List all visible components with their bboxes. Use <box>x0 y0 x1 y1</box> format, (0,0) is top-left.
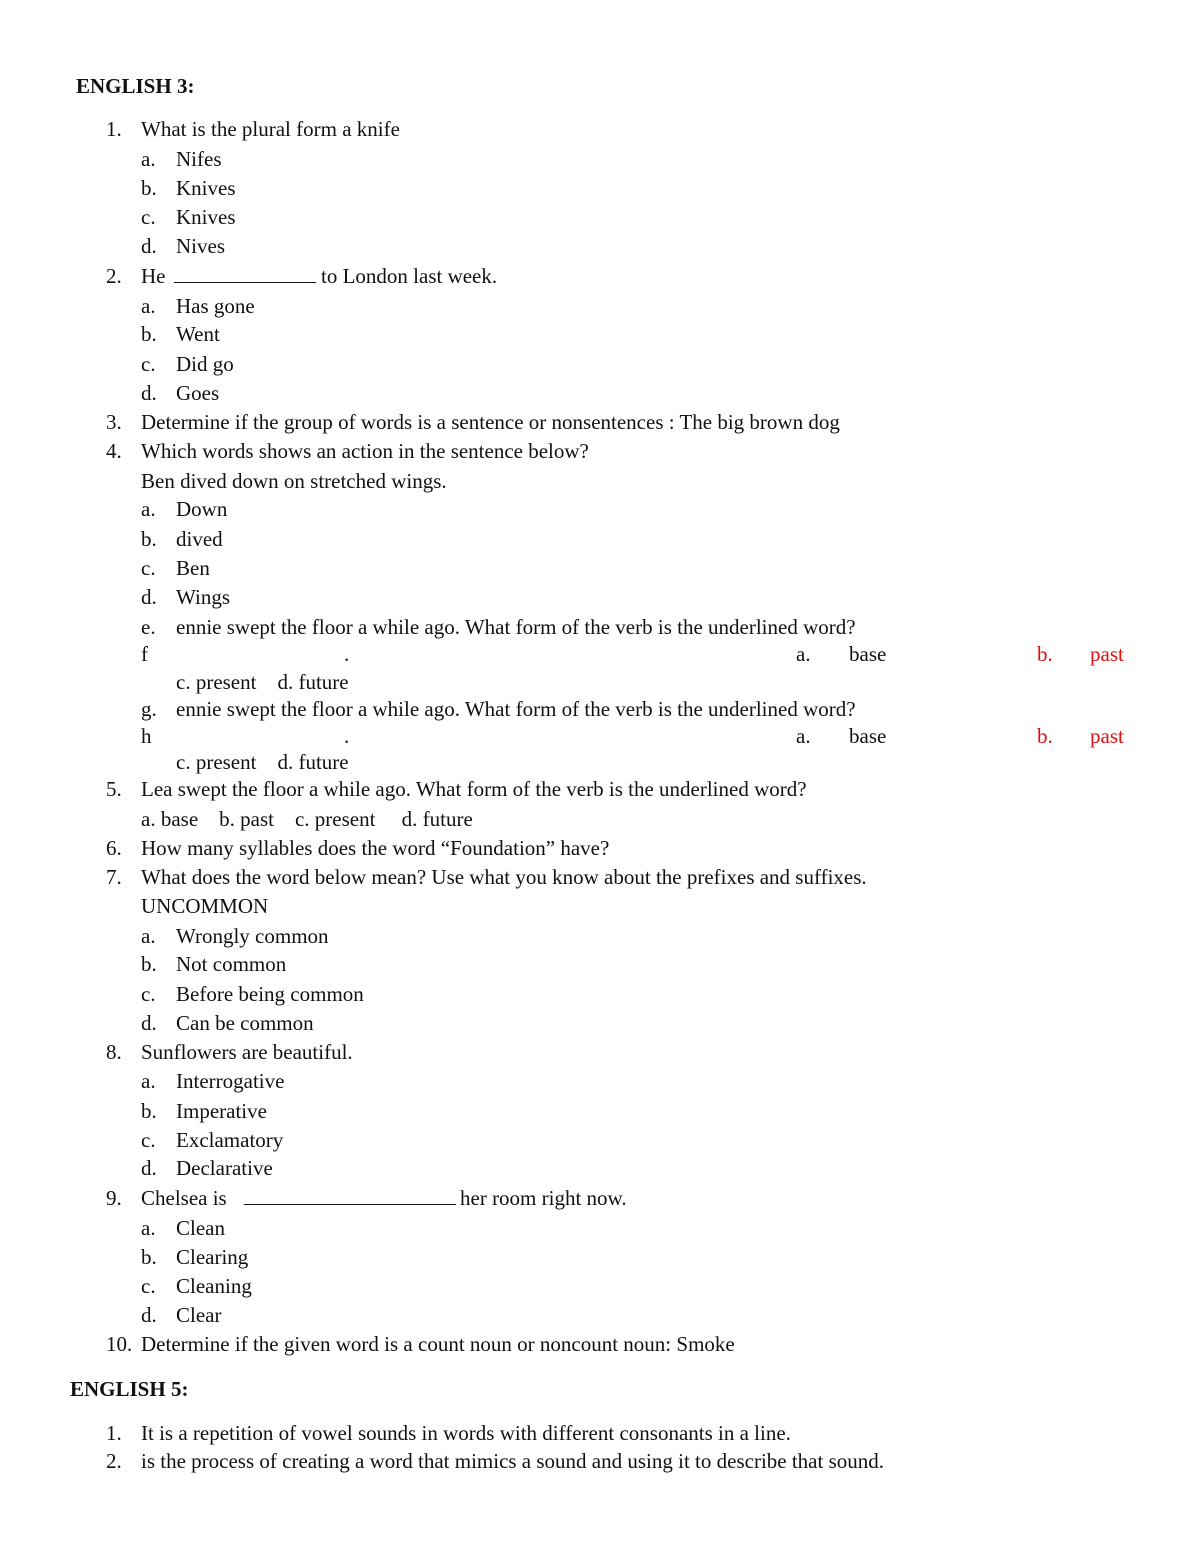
option-letter: b. <box>141 322 157 346</box>
question-number: 4. <box>106 439 122 463</box>
question-text: Determine if the group of words is a sentence or nonsentences : The big brown dog <box>141 410 840 434</box>
option-letter: a. <box>796 724 811 748</box>
question-number: 7. <box>106 865 122 889</box>
option-letter: a. <box>141 294 156 318</box>
question-number: 1. <box>106 117 122 141</box>
option-letter: b. <box>141 527 157 551</box>
question-number: 6. <box>106 836 122 860</box>
question-text-post: to London last week. <box>321 264 498 288</box>
option-letter: d. <box>141 1156 157 1180</box>
option-text: base <box>849 724 887 748</box>
question-text-pre: Chelsea is <box>141 1186 227 1210</box>
option-letter: d. <box>141 234 157 258</box>
option-text: ennie swept the floor a while ago. What form of the verb is the underlined word? <box>176 697 856 721</box>
option-letter: d. <box>141 1011 157 1035</box>
option-letter: h <box>141 724 152 748</box>
question-number: 9. <box>106 1186 122 1210</box>
question-sentence: Ben dived down on stretched wings. <box>141 469 447 493</box>
option-text: Clearing <box>176 1245 249 1269</box>
question-text-pre: He <box>141 264 166 288</box>
question-number: 3. <box>106 410 122 434</box>
option-letter-highlighted: b. <box>1037 642 1053 666</box>
option-text: Knives <box>176 176 236 200</box>
option-letter: a. <box>141 497 156 521</box>
section-heading-english-3: ENGLISH 3: <box>76 74 195 98</box>
answer-blank <box>244 1186 456 1210</box>
question-number: 1. <box>106 1421 122 1445</box>
answer-blank <box>174 264 316 288</box>
option-text: Imperative <box>176 1099 267 1123</box>
option-text: ennie swept the floor a while ago. What form of the verb is the underlined word? <box>176 615 856 639</box>
option-text: Down <box>176 497 228 521</box>
option-text-inline: a. base b. past c. present d. future <box>141 807 473 831</box>
stray-period: . <box>344 724 350 748</box>
option-text: Ben <box>176 556 210 580</box>
question-text: is the process of creating a word that mimics a sound and using it to describe that sound. <box>141 1449 885 1473</box>
option-text: Exclamatory <box>176 1128 284 1152</box>
option-letter: a. <box>796 642 811 666</box>
option-text: Nives <box>176 234 225 258</box>
question-text: Lea swept the floor a while ago. What form of the verb is the underlined word? <box>141 777 807 801</box>
option-text: Not common <box>176 952 287 976</box>
question-text: Which words shows an action in the sentence below? <box>141 439 589 463</box>
option-text: Can be common <box>176 1011 314 1035</box>
question-text: How many syllables does the word “Foundation” have? <box>141 836 610 860</box>
question-text: What does the word below mean? Use what you know about the prefixes and suffixes. <box>141 865 867 889</box>
option-letter: c. <box>141 1128 156 1152</box>
question-text: Determine if the given word is a count noun or noncount noun: Smoke <box>141 1332 735 1356</box>
option-letter: e. <box>141 615 156 639</box>
option-text: Wings <box>176 585 230 609</box>
option-text: Wrongly common <box>176 924 329 948</box>
option-text: dived <box>176 527 223 551</box>
question-number: 10. <box>106 1332 133 1356</box>
option-text: Interrogative <box>176 1069 285 1093</box>
option-letter: a. <box>141 147 156 171</box>
option-letter: c. <box>141 205 156 229</box>
option-letter-highlighted: b. <box>1037 724 1053 748</box>
question-number: 5. <box>106 777 122 801</box>
option-text: Goes <box>176 381 220 405</box>
option-text-highlighted: past <box>1090 724 1124 748</box>
question-number: 2. <box>106 264 122 288</box>
option-text: base <box>849 642 887 666</box>
option-letter: c. <box>141 352 156 376</box>
question-text: Sunflowers are beautiful. <box>141 1040 353 1064</box>
option-text: Clear <box>176 1303 222 1327</box>
section-heading-english-5: ENGLISH 5: <box>70 1377 189 1401</box>
option-text: Cleaning <box>176 1274 252 1298</box>
option-letter: d. <box>141 585 157 609</box>
option-text: Nifes <box>176 147 222 171</box>
question-number: 2. <box>106 1449 122 1473</box>
option-letter: c. <box>141 556 156 580</box>
question-text: What is the plural form a knife <box>141 117 400 141</box>
question-number: 8. <box>106 1040 122 1064</box>
option-letter: c. <box>141 1274 156 1298</box>
option-text: Knives <box>176 205 236 229</box>
option-letter: b. <box>141 1245 157 1269</box>
option-text: Declarative <box>176 1156 273 1180</box>
option-letter: d. <box>141 1303 157 1327</box>
option-letter: g. <box>141 697 157 721</box>
question-text-post: her room right now. <box>460 1186 627 1210</box>
option-letter: f <box>141 642 148 666</box>
option-text: Before being common <box>176 982 364 1006</box>
option-letter: a. <box>141 1216 156 1240</box>
option-letter: c. <box>141 982 156 1006</box>
option-letter: a. <box>141 1069 156 1093</box>
option-text: Did go <box>176 352 234 376</box>
question-word: UNCOMMON <box>141 894 269 918</box>
question-text: It is a repetition of vowel sounds in words with different consonants in a line. <box>141 1421 791 1445</box>
option-letter: b. <box>141 176 157 200</box>
option-text-highlighted: past <box>1090 642 1124 666</box>
option-letter: d. <box>141 381 157 405</box>
option-letter: b. <box>141 1099 157 1123</box>
option-letter: a. <box>141 924 156 948</box>
option-text-inline: c. present d. future <box>176 670 349 694</box>
option-text: Clean <box>176 1216 225 1240</box>
option-text: Has gone <box>176 294 255 318</box>
option-letter: b. <box>141 952 157 976</box>
option-text-inline: c. present d. future <box>176 750 349 774</box>
option-text: Went <box>176 322 220 346</box>
stray-period: . <box>344 642 350 666</box>
